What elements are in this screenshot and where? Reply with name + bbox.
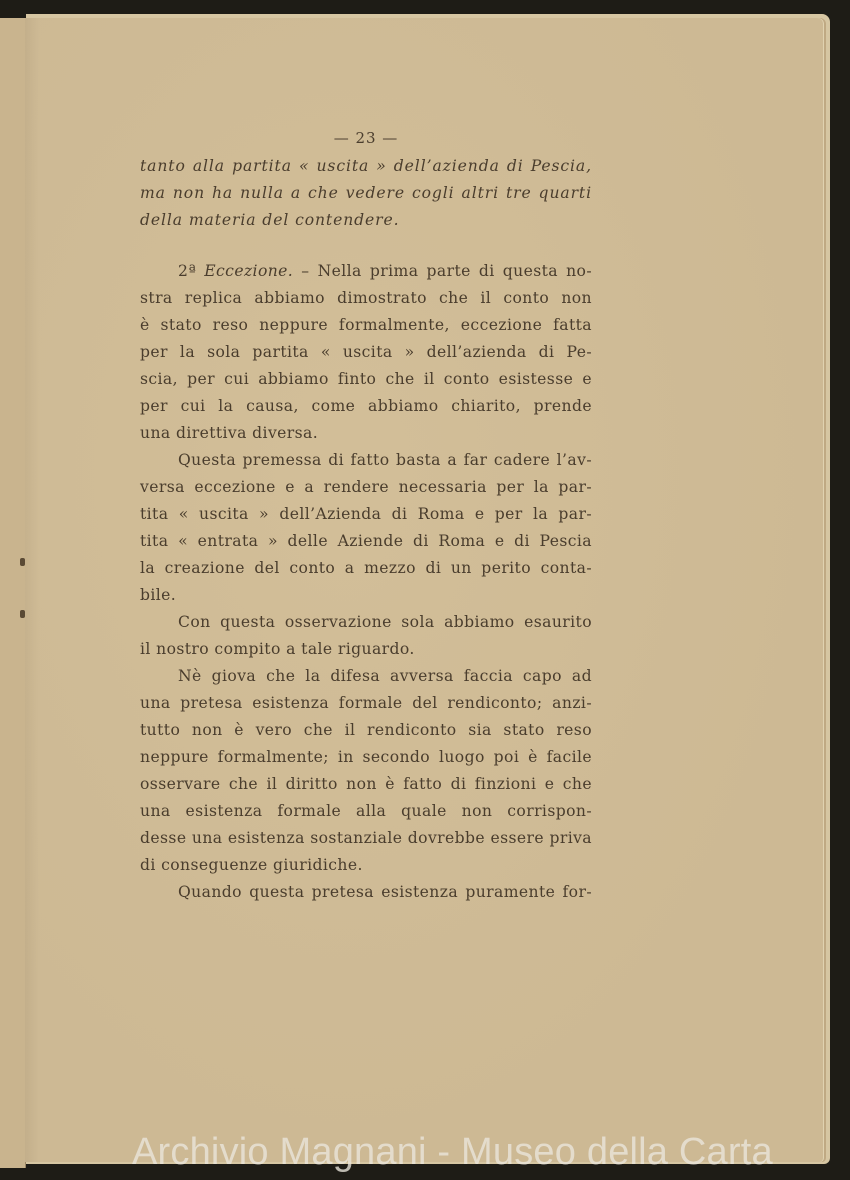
text-line: tita « uscita » dell’Azienda di Roma e per la par- (140, 505, 592, 523)
paragraph-eccezione (140, 258, 592, 447)
text-line (140, 258, 592, 285)
section-heading: Eccezione. (204, 262, 294, 280)
paragraph-difesa (140, 663, 592, 879)
binding-staple-mark (20, 558, 25, 566)
text-line: tutto non è vero che il rendiconto sia stato reso (140, 721, 592, 739)
text-line: versa eccezione e a rendere necessaria per la par- (140, 478, 592, 496)
text-line: Quando questa pretesa esistenza puramente for- (178, 883, 592, 901)
text-line: una esistenza formale alla quale non corrispon- (140, 802, 592, 820)
left-page-edge (0, 18, 26, 1168)
text-line: Con questa osservazione sola abbiamo esaurito (178, 613, 592, 631)
text-line: il nostro compito a tale riguardo. (140, 640, 415, 658)
text-line: neppure formalmente; in secondo luogo poi è facile (140, 748, 592, 766)
text-line: scia, per cui abbiamo finto che il conto esistesse e (140, 370, 592, 388)
text-line: Questa premessa di fatto basta a far cadere l’av- (178, 451, 592, 469)
page-number: — 23 — (333, 129, 399, 147)
text-line: tita « entrata » delle Aziende di Roma e di Pescia (140, 532, 592, 550)
paragraph-gap (140, 234, 592, 258)
text-line: Nè giova che la difesa avversa faccia capo ad (178, 667, 592, 685)
ordinal-prefix: 2ª (178, 262, 197, 280)
text-line: bile. (140, 586, 177, 604)
binding-staple-mark (20, 610, 25, 618)
text-line: tanto alla partita « uscita » dell’azienda di Pescia, (140, 157, 592, 175)
text-line: desse una esistenza sostanziale dovrebbe essere priva (140, 829, 592, 847)
paragraph-quando (140, 879, 592, 906)
text-line: la creazione del conto a mezzo di un perito conta- (140, 559, 592, 577)
paragraph-premessa (140, 447, 592, 609)
intro-paragraph (140, 153, 592, 234)
text-line: per la sola partita « uscita » dell’azienda di Pe- (140, 343, 592, 361)
text-line: ma non ha nulla a che vedere cogli altri tre quarti (140, 184, 592, 202)
paragraph-osservazione (140, 609, 592, 663)
page-text (140, 125, 592, 906)
text-line: stra replica abbiamo dimostrato che il conto non (140, 289, 592, 307)
text-fragment: – Nella prima parte di questa no- (293, 262, 592, 280)
text-line: della materia del contendere. (140, 211, 400, 229)
text-line: è stato reso neppure formalmente, eccezione fatta (140, 316, 592, 334)
archive-watermark: Archivio Magnani - Museo della Carta (132, 1131, 773, 1173)
text-line: una pretesa esistenza formale del rendiconto; anzi- (140, 694, 592, 712)
text-line: di conseguenze giuridiche. (140, 856, 363, 874)
text-line: osservare che il diritto non è fatto di finzioni e che (140, 775, 592, 793)
text-line: per cui la causa, come abbiamo chiarito, prende (140, 397, 592, 415)
text-line: una direttiva diversa. (140, 424, 319, 442)
